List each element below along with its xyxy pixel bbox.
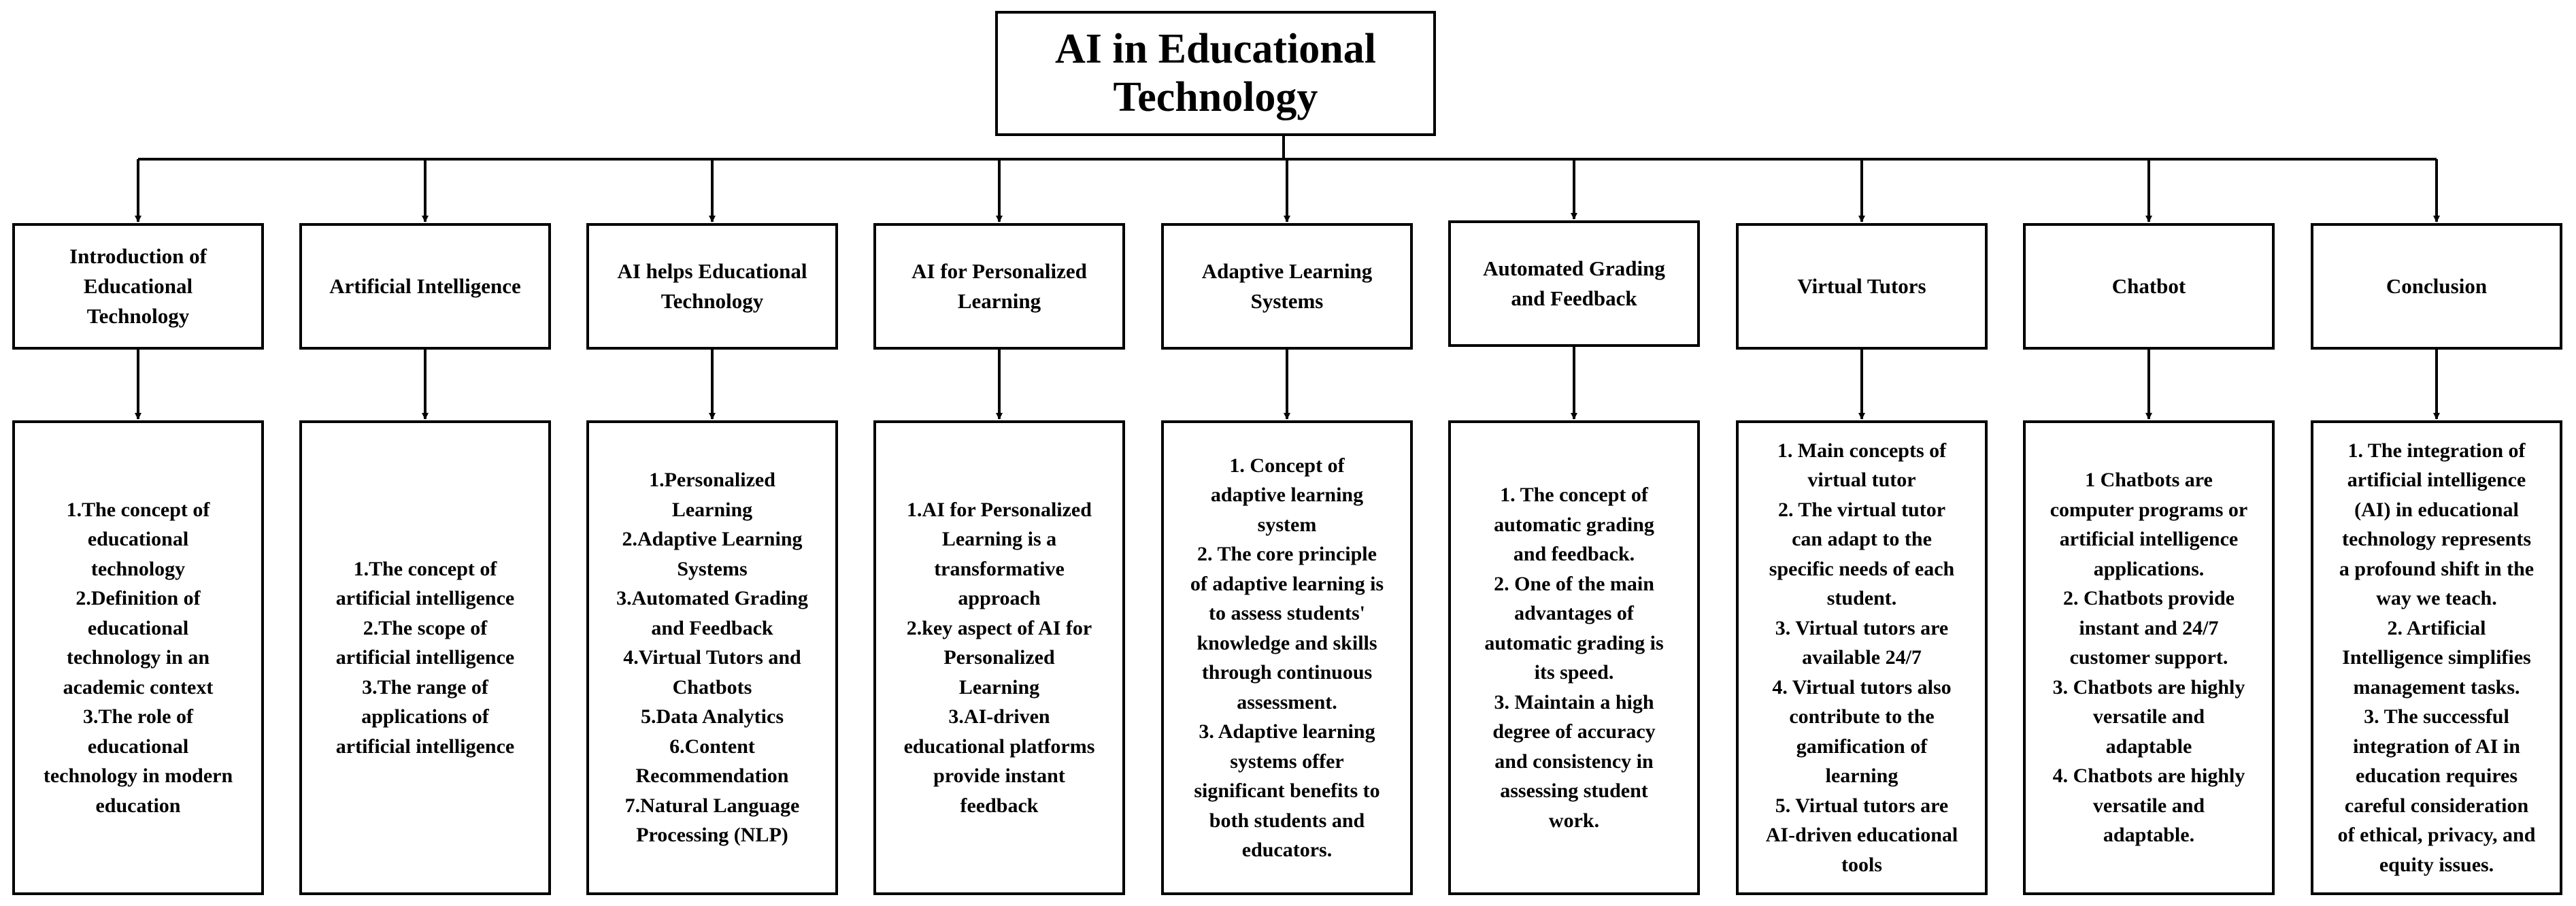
heading-box-adaptive-learning bbox=[1161, 223, 1413, 350]
heading-personalized-learning: AI for Personalized Learning bbox=[911, 258, 1087, 313]
heading-chatbot: Chatbot bbox=[2111, 273, 2186, 298]
root-title-box bbox=[995, 11, 1436, 136]
heading-box-conclusion bbox=[2311, 223, 2562, 350]
details-ai-helps: 1.Personalized Learning 2.Adaptive Learning Systems 3.Automated Grading and Feedback 4.Virtual Tutors and Chatbots 5.Data Analytics 6.Content Recommendation 7.Natural Language Processing (NLP) bbox=[616, 469, 808, 847]
details-automated-grading: 1. The concept of automatic grading and feedback. 2. One of the main advantages of automatic grading is its speed. 3. Maintain a high degree of accuracy and consistency in assessing student work. bbox=[1484, 484, 1664, 832]
detail-box-automated-grading bbox=[1448, 420, 1700, 895]
detail-box-chatbot bbox=[2023, 420, 2275, 895]
detail-box-personalized-learning bbox=[873, 420, 1125, 895]
detail-box-ai-helps bbox=[586, 420, 838, 895]
heading-adaptive-learning: Adaptive Learning Systems bbox=[1201, 258, 1373, 313]
detail-box-adaptive-learning bbox=[1161, 420, 1413, 895]
heading-box-automated-grading bbox=[1448, 220, 1700, 347]
heading-box-introduction bbox=[12, 223, 264, 350]
heading-box-ai-helps bbox=[586, 223, 838, 350]
details-introduction: 1.The concept of educational technology 2.Definition of educational technology in an academic context 3.The role of educational technology in modern education bbox=[43, 498, 233, 817]
heading-introduction: Introduction of Educational Technology bbox=[69, 244, 207, 328]
heading-box-chatbot bbox=[2023, 223, 2275, 350]
details-personalized-learning: 1.AI for Personalized Learning is a transformative approach 2.key aspect of AI for Personalized Learning 3.AI-driven educational platforms provide instant feedback bbox=[903, 498, 1095, 817]
heading-box-artificial-intelligence bbox=[299, 223, 551, 350]
heading-artificial-intelligence: Artificial Intelligence bbox=[329, 273, 521, 298]
heading-box-virtual-tutors bbox=[1736, 223, 1988, 350]
heading-conclusion: Conclusion bbox=[2386, 273, 2488, 298]
details-virtual-tutors: 1. Main concepts of virtual tutor 2. The virtual tutor can adapt to the specific needs of each student. 3. Virtual tutors are available 24/7 4. Virtual tutors also contribute to the gamification of learning 5. Virtual tutors are AI-driven educational tools bbox=[1765, 439, 1958, 876]
heading-box-personalized-learning bbox=[873, 223, 1125, 350]
detail-box-artificial-intelligence bbox=[299, 420, 551, 895]
details-adaptive-learning: 1. Concept of adaptive learning system 2. The core principle of adaptive learning is to assess students' knowledge and skills through continuous assessment. 3. Adaptive learning systems offer significant benefits to both students and educators. bbox=[1190, 454, 1384, 861]
heading-automated-grading: Automated Grading and Feedback bbox=[1483, 256, 1665, 310]
root-title: AI in Educational Technology bbox=[1054, 26, 1377, 120]
details-conclusion: 1. The integration of artificial intelligence (AI) in educational technology represents a profound shift in the way we teach. 2. Artificial Intelligence simplifies management tasks. 3. The successful integration of AI in education requires careful consideration of ethical, privacy, and equity issues. bbox=[2337, 439, 2536, 876]
details-artificial-intelligence: 1.The concept of artificial intelligence 2.The scope of artificial intelligence 3.The range of applications of artificial intelligence bbox=[335, 557, 515, 758]
details-chatbot: 1 Chatbots are computer programs or artificial intelligence applications. 2. Chatbots provide instant and 24/7 customer support. 3. Chatbots are highly versatile and adaptable 4. Chatbots are highly versatile and adaptable. bbox=[2050, 469, 2248, 847]
heading-virtual-tutors: Virtual Tutors bbox=[1797, 273, 1926, 298]
detail-box-introduction bbox=[12, 420, 264, 895]
detail-box-virtual-tutors bbox=[1736, 420, 1988, 895]
detail-box-conclusion bbox=[2311, 420, 2562, 895]
heading-ai-helps: AI helps Educational Technology bbox=[617, 258, 807, 313]
